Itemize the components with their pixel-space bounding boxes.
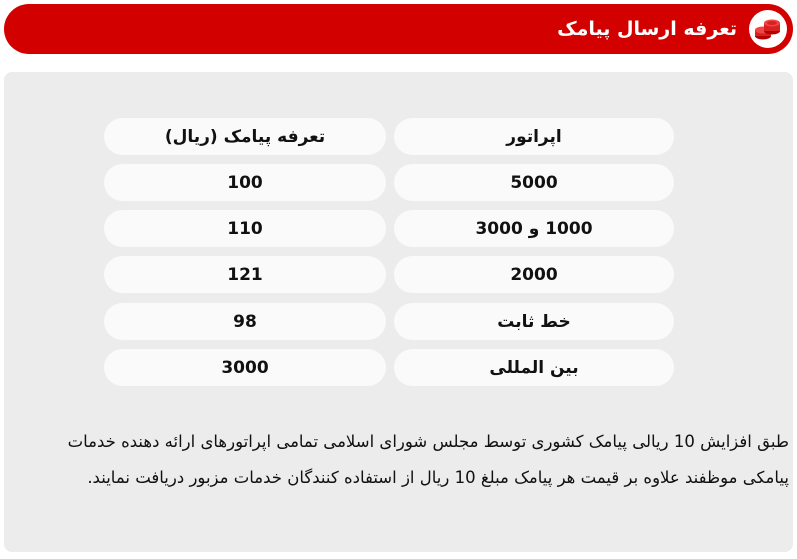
- table-row-operator: بین المللی: [394, 349, 674, 386]
- table-row-operator: خط ثابت: [394, 303, 674, 340]
- header-cell-price: تعرفه پیامک (ریال): [104, 118, 386, 155]
- tariff-panel: [4, 72, 793, 552]
- header-cell-operator: اپراتور: [394, 118, 674, 155]
- table-row-price: 100: [104, 164, 386, 201]
- coins-icon: [749, 10, 787, 48]
- tariff-note: طبق افزایش 10 ریالی پیامک کشوری توسط مجلس شورای اسلامی تمامی اپراتورهای ارائه دهنده خدمات پیامکی موظفند علاوه بر قیمت هر پیامک مبلغ 10 ریال از استفاده کنندگان خدمات مزبور دریافت نمایند.: [67, 432, 789, 487]
- table-row-operator: 2000: [394, 256, 674, 293]
- page-title: تعرفه ارسال پیامک: [557, 18, 737, 40]
- table-row-operator: 1000 و 3000: [394, 210, 674, 247]
- table-row-price: 3000: [104, 349, 386, 386]
- table-row-operator: 5000: [394, 164, 674, 201]
- page-header: [4, 4, 793, 54]
- table-row-price: 98: [104, 303, 386, 340]
- table-row-price: 110: [104, 210, 386, 247]
- table-row-price: 121: [104, 256, 386, 293]
